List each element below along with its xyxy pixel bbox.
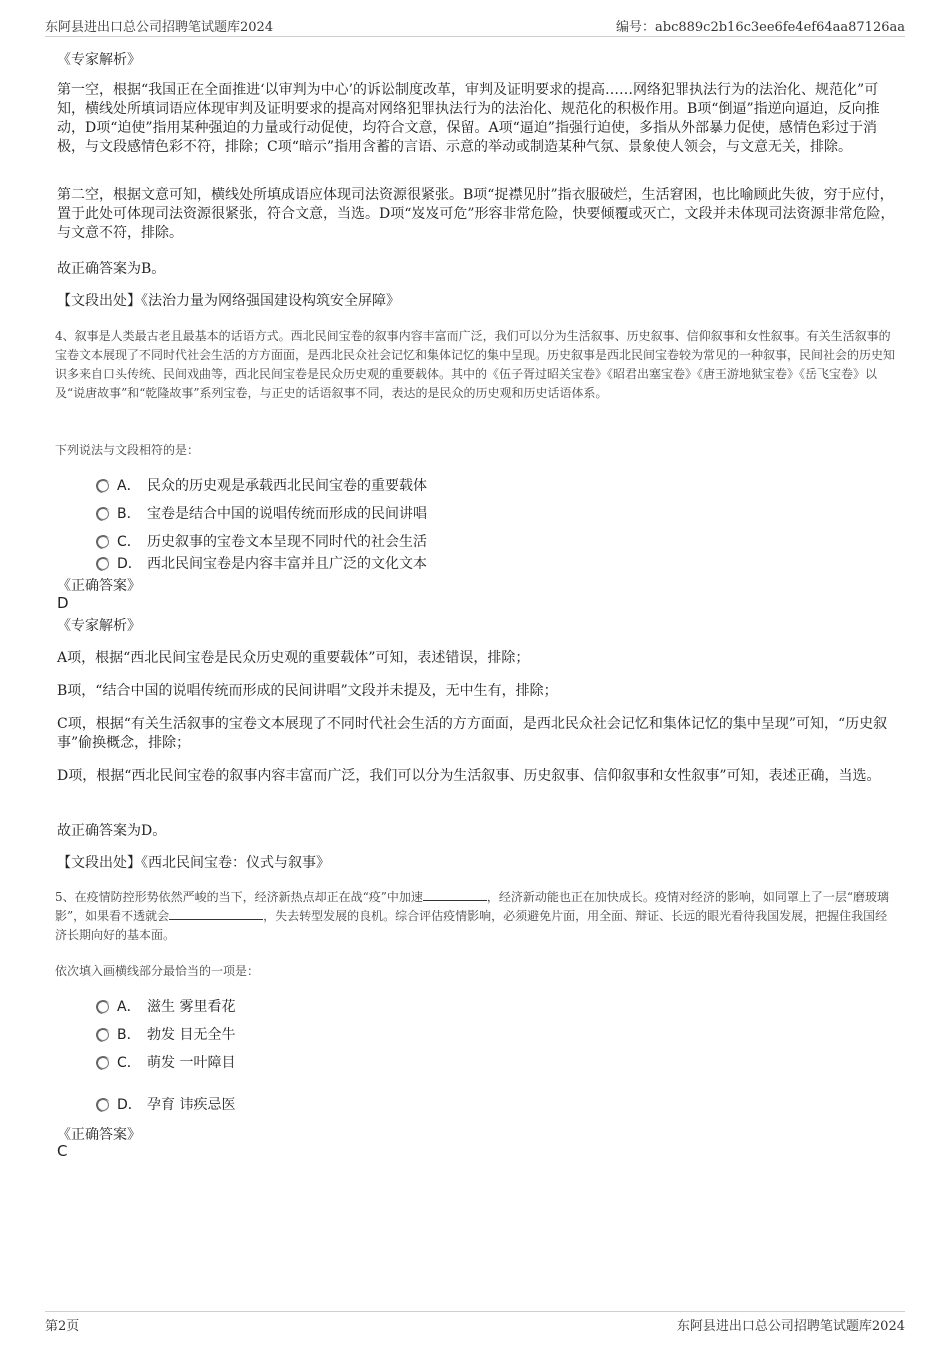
q4-answer: D [57,594,69,612]
q4-passage: 4、叙事是人类最古老且最基本的话语方式。西北民间宝卷的叙事内容丰富而广泛，我们可以分为生活叙事、历史叙事、信仰叙事和女性叙事。有关生活叙事的宝卷文本展现了不同时代社会生活的方方面面，是西北民众社会记忆和集体记忆的集中呈现。历史叙事是西北民间宝卷较为常见的一种叙事，民间社会的历史知识多来自口头传统、民间戏曲等，西北民间宝卷是民众历史观的重要载体。其中的《伍子胥过昭关宝卷》《昭君出塞宝卷》《唐王游地狱宝卷》《岳飞宝卷》以及“说唐故事”和“乾隆故事”系列宝卷，与正史的话语叙事不同，表达的是民众的历史观和历史话语体系。 [55,329,896,400]
option-letter: A． [117,478,141,494]
q3-analysis-para-1: 第一空，根据“我国正在全面推进‘以审判为中心’的诉讼制度改革，审判及证明要求的提高……网络犯罪执法行为的法治化、规范化”可知，横线处所填词语应体现审判及证明要求的提高对网络犯罪执法行为的法治化、规范化的积极作用。B项“倒逼”指逆向逼迫，反向推动，D项“迫使”指用某种强迫的力量或行动促使，均符合文意，保留。A项“逼迫”指强行迫使，多指从外部暴力促使，感情色彩过于消极，与文段感情色彩不符，排除；C项“暗示”指用含蓄的言语、示意的举动或制造某种气氛、景象使人领会，与文意无关，排除。 [57,82,880,155]
q5-passage-part-1: 5、在疫情防控形势依然严峻的当下，经济新热点却正在战“疫”中加速 [55,890,423,904]
footer-title: 东阿县进出口总公司招聘笔试题库2024 [676,1319,905,1334]
option-text: 西北民间宝卷是内容丰富并且广泛的文化文本 [147,556,427,572]
q5-prompt: 依次填入画横线部分最恰当的一项是： [55,964,260,978]
q4-analysis-d: D项，根据“西北民间宝卷的叙事内容丰富而广泛，我们可以分为生活叙事、历史叙事、信仰叙事和女性叙事”可知，表述正确，当选。 [57,768,881,784]
option-text: 民众的历史观是承载西北民间宝卷的重要载体 [147,478,427,494]
q4-prompt: 下列说法与文段相符的是： [55,443,200,457]
radio-icon[interactable] [97,1057,109,1069]
option-text: 宝卷是结合中国的说唱传统而形成的民间讲唱 [147,506,427,522]
option-text: 萌发 一叶障目 [147,1055,236,1071]
footer-page-number: 第2页 [45,1319,80,1334]
q5-answer: C [57,1142,68,1160]
q4-conclusion: 故正确答案为D。 [57,823,167,839]
option-text: 历史叙事的宝卷文本呈现不同时代的社会生活 [147,534,427,550]
radio-icon[interactable] [97,1099,109,1111]
radio-icon[interactable] [97,480,109,492]
option-letter: B． [117,506,141,522]
page-footer [45,1311,905,1336]
q3-analysis-para-2: 第二空，根据文意可知，横线处所填成语应体现司法资源很紧张。B项“捉襟见肘”指衣服破烂，生活窘困，也比喻顾此失彼，穷于应付，置于此处可体现司法资源很紧张，符合文意，当选。D项“岌岌可危”形容非常危险，快要倾覆或灭亡，文段并未体现司法资源非常危险，与文意不符，排除。 [57,187,895,241]
option-text: 勃发 目无全牛 [147,1027,236,1043]
q5-answer-label: 《正确答案》 [57,1127,141,1143]
q3-conclusion: 故正确答案为B。 [57,261,166,277]
q4-analysis-label: 《专家解析》 [57,618,141,634]
header-title: 东阿县进出口总公司招聘笔试题库2024 [45,20,274,35]
q4-answer-label: 《正确答案》 [57,578,141,594]
option-text: 孕育 讳疾忌医 [147,1097,236,1113]
q4-analysis-c: C项，根据“有关生活叙事的宝卷文本展现了不同时代社会生活的方方面面，是西北民众社会记忆和集体记忆的集中呈现”可知，“历史叙事”偷换概念，排除； [57,716,888,751]
q4-analysis-a: A项，根据“西北民间宝卷是民众历史观的重要载体”可知，表述错误，排除； [57,650,530,666]
radio-icon[interactable] [97,536,109,548]
option-letter: D． [117,1097,142,1113]
q4-analysis-b: B项，“结合中国的说唱传统而形成的民间讲唱”文段并未提及，无中生有，排除； [57,683,558,699]
option-letter: C． [117,534,141,550]
option-text: 滋生 雾里看花 [147,999,236,1015]
q5-blank-1[interactable] [423,888,487,901]
option-letter: C． [117,1055,141,1071]
radio-icon[interactable] [97,508,109,520]
option-letter: D． [117,556,142,572]
q5-blank-2[interactable] [169,907,263,920]
radio-icon[interactable] [97,558,109,570]
q3-source: 【文段出处】《法治力量为网络强国建设构筑安全屏障》 [57,293,400,309]
header-serial: 编号：abc889c2b16c3ee6fe4ef64aa87126aa [616,20,905,35]
q5-passage-part-2: ，经济新动能也正在加快成长。疫情对经济的影响，如同罩上了一层“磨玻璃影”，如果看不透就会 [55,890,890,923]
q5-passage [55,888,897,945]
page-header [45,14,905,37]
q3-analysis-label: 《专家解析》 [57,52,141,68]
radio-icon[interactable] [97,1029,109,1041]
option-letter: B． [117,1027,141,1043]
option-letter: A． [117,999,141,1015]
q4-source: 【文段出处】《西北民间宝卷：仪式与叙事》 [57,855,330,871]
q5-passage-part-3: ，失去转型发展的良机。综合评估疫情影响，必须避免片面，用全面、辩证、长远的眼光看待我国发展，把握住我国经济长期向好的基本面。 [55,909,888,942]
radio-icon[interactable] [97,1001,109,1013]
